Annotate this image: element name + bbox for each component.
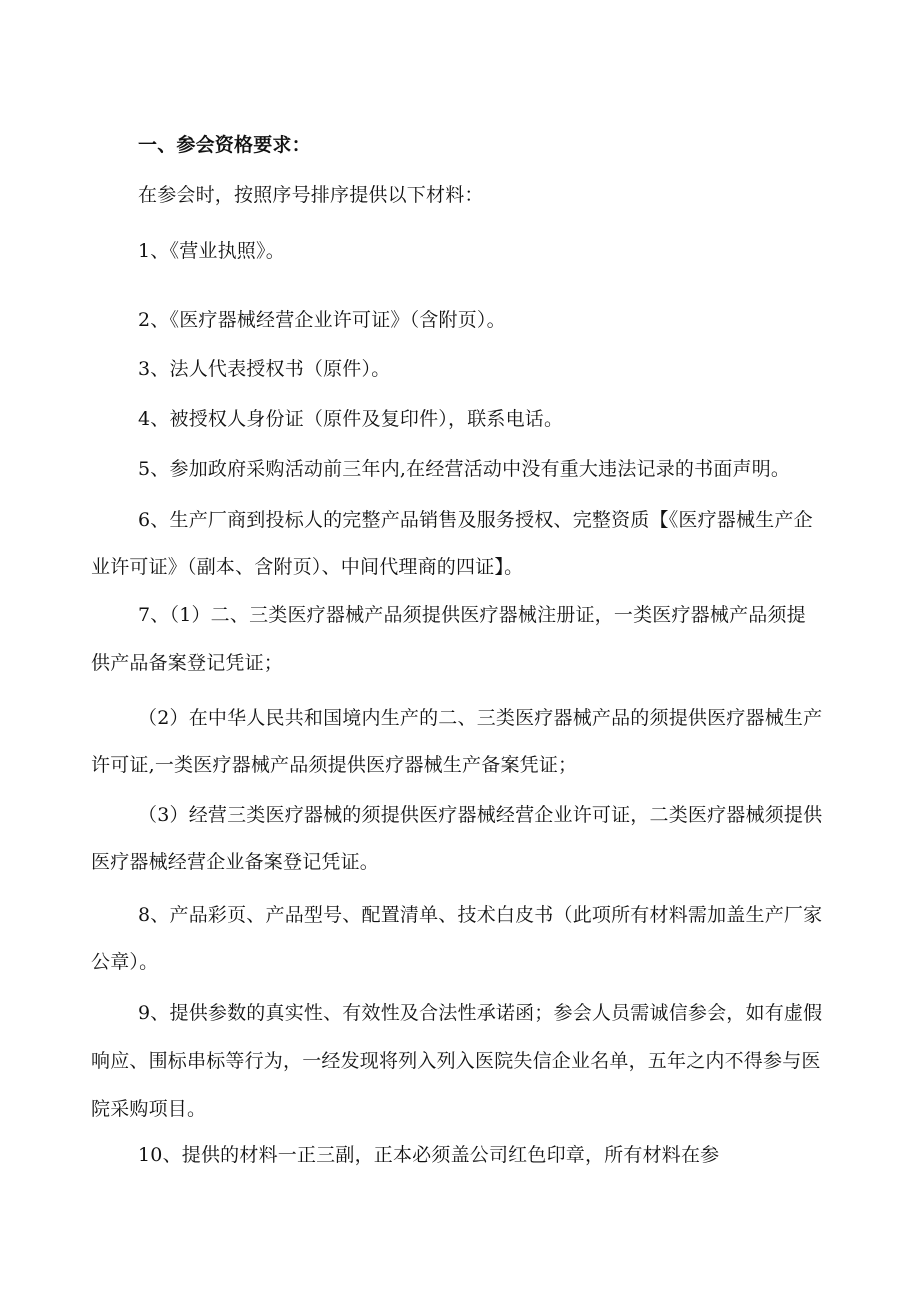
item-7-line-2: 供产品备案登记凭证；	[91, 652, 284, 674]
item-9-line-3: 院采购项目。	[91, 1098, 207, 1120]
item-5-line-1: 5、参加政府采购活动前三年内,在经营活动中没有重大违法记录的书面声明。	[138, 458, 791, 480]
item-6-line-1: 6、生产厂商到投标人的完整产品销售及服务授权、完整资质【《医疗器械生产企	[138, 509, 813, 531]
item-7-3-line-2: 医疗器械经营企业备案登记凭证。	[91, 851, 380, 873]
item-7-2-line-2: 许可证,一类医疗器械产品须提供医疗器械生产备案凭证；	[91, 754, 578, 776]
item-10-line-1: 10、提供的材料一正三副，正本必须盖公司红色印章，所有材料在参	[138, 1144, 720, 1166]
item-8-line-2: 公章）。	[91, 951, 159, 973]
section-heading: 一、参会资格要求：	[138, 134, 311, 156]
item-9-line-2: 响应、围标串标等行为，一经发现将列入列入医院失信企业名单，五年之内不得参与医	[91, 1050, 821, 1072]
item-4-line-1: 4、被授权人身份证（原件及复印件），联系电话。	[138, 408, 564, 430]
item-9-line-1: 9、提供参数的真实性、有效性及合法性承诺函；参会人员需诚信参会，如有虚假	[138, 1002, 823, 1024]
item-2-line-1: 2、《医疗器械经营企业许可证》（含附页）。	[138, 309, 506, 331]
item-7-3-line-1: （3）经营三类医疗器械的须提供医疗器械经营企业许可证，二类医疗器械须提供	[138, 804, 823, 826]
item-7-line-1: 7、（1）二、三类医疗器械产品须提供医疗器械注册证，一类医疗器械产品须提	[138, 604, 806, 626]
item-6-line-2: 业许可证》（副本、含附页）、中间代理商的四证】。	[91, 556, 524, 578]
item-3-line-1: 3、法人代表授权书（原件）。	[138, 358, 391, 380]
item-1-line-1: 1、《营业执照》。	[138, 240, 285, 262]
intro-text: 在参会时，按照序号排序提供以下材料：	[138, 184, 484, 206]
item-7-2-line-1: （2）在中华人民共和国境内生产的二、三类医疗器械产品的须提供医疗器械生产	[138, 707, 823, 729]
item-8-line-1: 8、产品彩页、产品型号、配置清单、技术白皮书（此项所有材料需加盖生产厂家	[138, 904, 823, 926]
